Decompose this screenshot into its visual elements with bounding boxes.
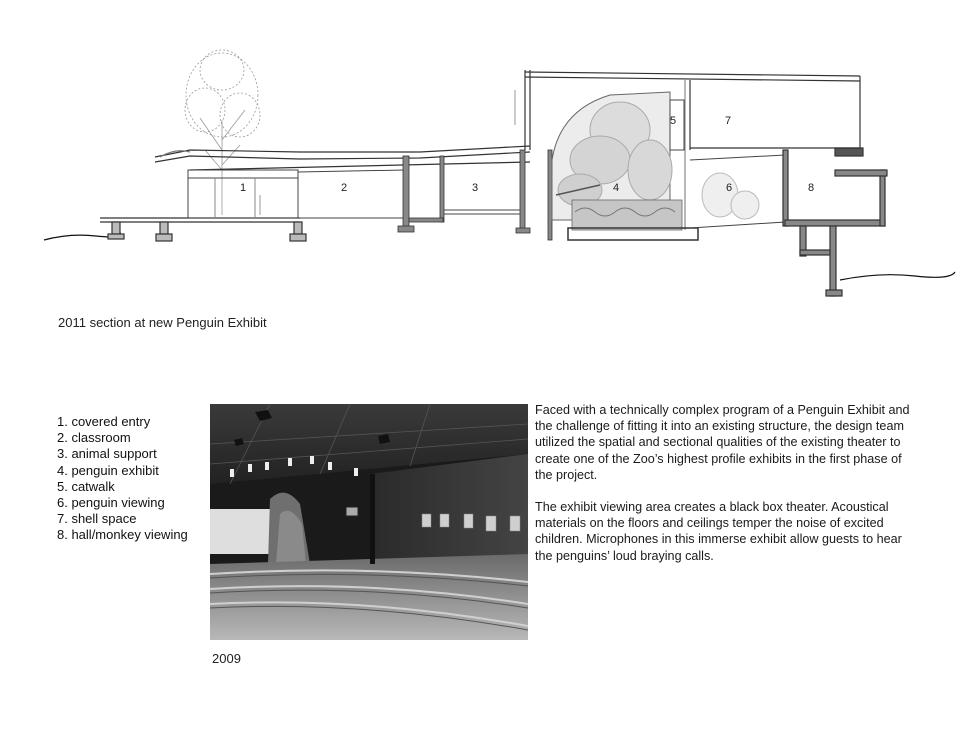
room-number-8: 8 <box>808 182 815 194</box>
room-legend <box>57 414 188 544</box>
legend-item: 7. shell space <box>57 511 137 527</box>
room-covered-entry <box>188 170 298 218</box>
legend-item: 8. hall/monkey viewing <box>57 527 188 543</box>
theater-photo <box>210 404 528 640</box>
ground-line-right <box>840 272 955 280</box>
legend-item: 4. penguin exhibit <box>57 462 159 478</box>
building-section-drawing <box>0 0 960 310</box>
legend-item: 5. catwalk <box>57 478 115 494</box>
room-number-2: 2 <box>341 182 348 194</box>
green-roof <box>155 146 530 170</box>
legend-item: 3. animal support <box>57 446 157 462</box>
entry-deck <box>100 218 306 241</box>
legend-item: 2. classroom <box>57 430 131 446</box>
photo-caption: 2009 <box>212 651 241 666</box>
room-hall-monkey-viewing <box>783 150 887 296</box>
room-classroom <box>298 170 405 218</box>
legend-item: 1. covered entry <box>57 414 151 429</box>
room-animal-support <box>444 210 520 214</box>
tree-icon <box>185 50 260 215</box>
room-number-1: 1 <box>240 182 247 194</box>
room-number-5: 5 <box>670 115 677 127</box>
description-paragraph: The exhibit viewing area creates a black box theater. Acoustical materials on the floors and ceilings temper the noise of excited children. Microphones in this immerse exhibit allow guests to hear the penguins’ loud braying calls. <box>535 500 902 563</box>
room-number-4: 4 <box>613 182 620 194</box>
project-description <box>535 402 915 564</box>
description-paragraph: Faced with a technically complex program of a Penguin Exhibit and the challenge of fitting it into an existing structure, the design team utilized the spatial and sectional qualities of the existing theater to create one of the Zoo’s highest profile exhibits in the first phase of the project. <box>535 403 910 482</box>
room-number-6: 6 <box>726 182 733 194</box>
room-number-7: 7 <box>725 115 732 127</box>
room-number-3: 3 <box>472 182 479 194</box>
room-penguin-viewing <box>690 155 785 228</box>
section-caption: 2011 section at new Penguin Exhibit <box>58 315 267 330</box>
legend-item: 6. penguin viewing <box>57 495 165 511</box>
